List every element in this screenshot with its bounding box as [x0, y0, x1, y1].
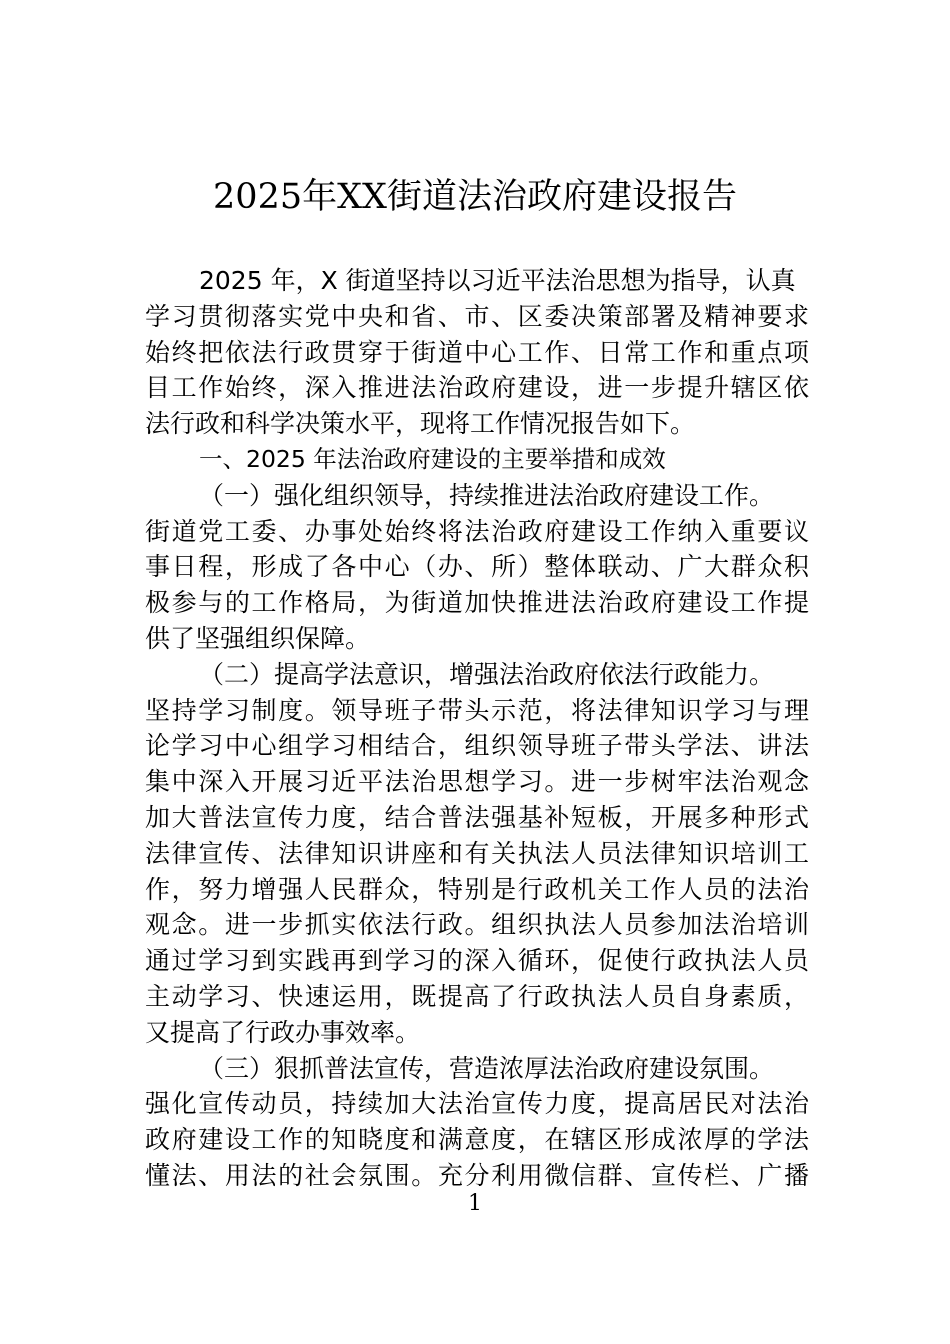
paragraph-line: 极参与的工作格局，为街道加快推进法治政府建设工作提: [145, 588, 809, 618]
paragraph-line: 论学习中心组学习相结合，组织领导班子带头学法、讲法: [145, 731, 809, 761]
paragraph-line: 街道党工委、办事处始终将法治政府建设工作纳入重要议: [145, 516, 809, 546]
paragraph-line: 政府建设工作的知晓度和满意度，在辖区形成浓厚的学法: [145, 1125, 809, 1155]
paragraph-line: 通过学习到实践再到学习的深入循环，促使行政执法人员: [145, 946, 809, 976]
paragraph-line: 又提高了行政办事效率。: [145, 1017, 421, 1047]
paragraph-line: 懂法、用法的社会氛围。充分利用微信群、宣传栏、广播: [145, 1160, 809, 1190]
document-body: [145, 263, 809, 1194]
paragraph-line: 作，努力增强人民群众，特别是行政机关工作人员的法治: [145, 874, 809, 904]
page-number: 1: [468, 1191, 482, 1216]
paragraph-line: 事日程，形成了各中心（办、所）整体联动、广大群众积: [145, 552, 809, 582]
paragraph-line: 2025 年，X 街道坚持以习近平法治思想为指导，认真: [199, 266, 796, 295]
paragraph-line: 强化宣传动员，持续加大法治宣传力度，提高居民对法治: [145, 1089, 809, 1119]
paragraph-line: 主动学习、快速运用，既提高了行政执法人员自身素质，: [145, 981, 809, 1011]
section-heading: 一、2025 年法治政府建设的主要举措和成效: [199, 444, 666, 473]
paragraph-line: 加大普法宣传力度，结合普法强基补短板，开展多种形式: [145, 802, 809, 832]
paragraph-line: 观念。进一步抓实依法行政。组织执法人员参加法治培训: [145, 910, 809, 940]
paragraph-line: 坚持学习制度。领导班子带头示范，将法律知识学习与理: [145, 695, 809, 725]
subsection-heading: （一）强化组织领导，持续推进法治政府建设工作。: [199, 480, 775, 510]
subsection-heading: （三）狠抓普法宣传，营造浓厚法治政府建设氛围。: [199, 1053, 775, 1083]
paragraph-line: 学习贯彻落实党中央和省、市、区委决策部署及精神要求: [145, 301, 809, 331]
subsection-heading: （二）提高学法意识，增强法治政府依法行政能力。: [199, 659, 775, 689]
paragraph-line: 法律宣传、法律知识讲座和有关执法人员法律知识培训工: [145, 838, 809, 868]
paragraph-line: 法行政和科学决策水平，现将工作情况报告如下。: [145, 409, 696, 439]
paragraph-line: 目工作始终，深入推进法治政府建设，进一步提升辖区依: [145, 373, 809, 403]
document-title: 2025年XX街道法治政府建设报告: [213, 177, 737, 217]
paragraph-line: 集中深入开展习近平法治思想学习。进一步树牢法治观念: [145, 767, 809, 797]
paragraph-line: 供了坚强组织保障。: [145, 623, 371, 653]
paragraph-line: 始终把依法行政贯穿于街道中心工作、日常工作和重点项: [145, 337, 809, 367]
